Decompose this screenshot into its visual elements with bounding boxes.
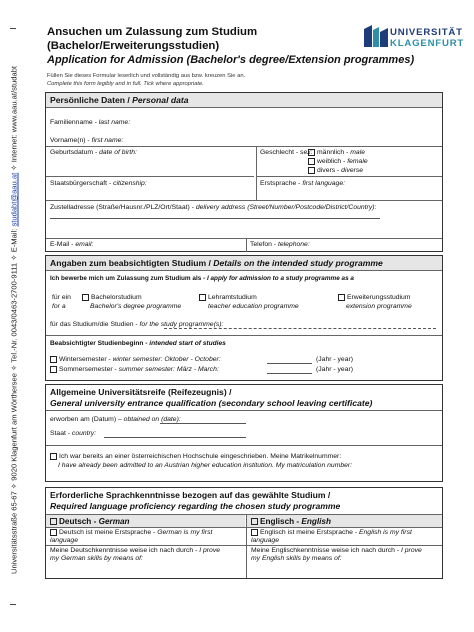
for-a-de: für ein bbox=[52, 294, 71, 301]
language-heading-en: Required language proficiency regarding the chosen study programme bbox=[50, 501, 341, 511]
country-label: Staat - country: bbox=[50, 430, 97, 437]
address-label: Zustelladresse (Straße/Hausnr./PLZ/Ort/Staat) - delivery address (Street/Number/Postcode/District/Country): bbox=[50, 204, 377, 211]
bachelor-checkbox[interactable] bbox=[82, 294, 89, 301]
personal-data-section bbox=[45, 92, 443, 252]
english-skills-en2: my English skills by means of: bbox=[251, 555, 342, 562]
university-logo bbox=[364, 25, 388, 52]
study-programme-section bbox=[45, 255, 443, 381]
entrance-heading-en: General university entrance qualification (secondary school leaving certificate) bbox=[50, 398, 373, 408]
dob-label: Geburtsdatum - date of birth: bbox=[50, 149, 137, 156]
sidebar-email-link[interactable]: studabt@aau.at bbox=[9, 172, 19, 227]
email-label: E-Mail - email: bbox=[50, 241, 94, 248]
first-name-label: Vorname(n) - first name: bbox=[50, 137, 124, 144]
summer-year-label: (Jahr - year) bbox=[316, 366, 354, 373]
instructions-de: Füllen Sie dieses Formular leserlich und vollständig aus bzw. kreuzen Sie an. bbox=[47, 73, 246, 79]
title-de-line1: Ansuchen um Zulassung zum Studium bbox=[47, 26, 258, 38]
extension-option[interactable]: Erweiterungsstudium bbox=[338, 293, 410, 302]
logo-mark-icon bbox=[364, 25, 388, 47]
divider bbox=[46, 445, 442, 446]
teacher-en: teacher education programme bbox=[208, 303, 299, 310]
english-skills-label: Meine Englischkenntnisse weise ich nach durch - I prove bbox=[251, 547, 422, 554]
sidebar-address: Universitätsstraße 65-67 ✧ 9020 Klagenfurt am Wörthersee ✧ Tel.-Nr. 0043/0463-2700-9111 ✧ E-Mail: bbox=[9, 226, 19, 575]
english-checkbox[interactable] bbox=[251, 518, 258, 525]
personal-data-heading bbox=[50, 95, 189, 106]
german-first-checkbox[interactable] bbox=[50, 529, 57, 536]
winter-option[interactable]: Wintersemester - winter semester: Oktober - October: bbox=[50, 355, 221, 364]
begin-label: Beabsichtigter Studienbeginn - intended start of studies bbox=[50, 340, 226, 347]
sidebar-contact bbox=[3, 40, 25, 600]
german-skills-label: Meine Deutschkenntnisse weise ich nach durch - I prove bbox=[50, 547, 221, 554]
summer-year-line[interactable] bbox=[267, 373, 312, 374]
fold-mark bbox=[10, 28, 16, 29]
title-de-line2: (Bachelor/Erweiterungsstudien) bbox=[47, 40, 220, 52]
programme-label: für das Studium/die Studien - for the study programme(s): bbox=[50, 321, 224, 328]
teacher-checkbox[interactable] bbox=[199, 294, 206, 301]
study-heading: Angaben zum beabsichtigten Studium / Details on the intended study programme bbox=[50, 258, 383, 268]
winter-year-line[interactable] bbox=[267, 363, 312, 364]
for-a-en: for a bbox=[52, 303, 66, 310]
winter-year-label: (Jahr - year) bbox=[316, 356, 354, 363]
entrance-qualification-section bbox=[45, 384, 443, 482]
german-first-option[interactable]: Deutsch ist meine Erstsprache - German is my first bbox=[50, 528, 212, 537]
divider bbox=[46, 200, 442, 201]
male-checkbox[interactable] bbox=[308, 149, 315, 156]
language-heading-de: Erforderliche Sprachkenntnisse bezogen auf das gewählte Studium / bbox=[50, 490, 331, 500]
instructions-en: Complete this form legibly and in full. Tick where appropriate. bbox=[47, 81, 204, 87]
fold-mark bbox=[10, 604, 16, 605]
divider bbox=[46, 270, 442, 271]
gender-diverse-option[interactable]: divers - diverse bbox=[308, 166, 363, 175]
english-first-en2: language bbox=[251, 537, 279, 544]
german-first-en2: language bbox=[50, 537, 78, 544]
column-divider bbox=[256, 146, 257, 200]
bachelor-en: Bachelor's degree programme bbox=[90, 303, 182, 310]
prior-enrolment-checkbox[interactable] bbox=[50, 453, 57, 460]
country-input-line[interactable] bbox=[104, 437, 246, 438]
german-skills-en2: my German skills by means of: bbox=[50, 555, 143, 562]
sidebar-web: ✧ Internet: www.aau.at/studabt bbox=[9, 65, 19, 173]
title-en: Application for Admission (Bachelor's degree/Extension programmes) bbox=[47, 54, 415, 66]
english-option[interactable]: Englisch - English bbox=[251, 516, 331, 527]
obtained-input-line[interactable] bbox=[160, 423, 246, 424]
apply-label: Ich bewerbe mich um Zulassung zum Studium als - I apply for admission to a study programme as a bbox=[50, 275, 354, 282]
divider bbox=[256, 176, 442, 177]
first-language-label: Erstsprache - first language: bbox=[260, 180, 346, 187]
heading-en: Personal data bbox=[132, 95, 189, 105]
divider bbox=[46, 146, 442, 147]
german-option[interactable]: Deutsch - German bbox=[50, 516, 130, 527]
entrance-heading-de: Allgemeine Universitätsreife (Reifezeugnis) / bbox=[50, 387, 232, 397]
citizenship-label: Staatsbürgerschaft - citizenship: bbox=[50, 180, 147, 187]
gender-label: Geschlecht - sex: bbox=[260, 149, 313, 156]
sidebar-contact-text bbox=[10, 66, 19, 574]
winter-checkbox[interactable] bbox=[50, 356, 57, 363]
divider bbox=[46, 410, 442, 411]
bachelor-option[interactable]: Bachelorstudium bbox=[82, 293, 142, 302]
summer-option[interactable]: Sommersemester - summer semester: März - March: bbox=[50, 365, 219, 374]
german-checkbox[interactable] bbox=[50, 518, 57, 525]
logo-line2: KLAGENFURT bbox=[390, 38, 465, 49]
programme-input-line[interactable] bbox=[164, 328, 436, 329]
english-first-checkbox[interactable] bbox=[251, 529, 258, 536]
family-name-label: Familienname - last name: bbox=[50, 119, 131, 126]
heading-de: Persönliche Daten / bbox=[50, 95, 133, 105]
diverse-checkbox[interactable] bbox=[308, 167, 315, 174]
obtained-label: erworben am (Datum) – obtained on (date): bbox=[50, 416, 181, 423]
logo-line1: UNIVERSITÄT bbox=[390, 27, 463, 38]
extension-en: extension programme bbox=[346, 303, 412, 310]
divider bbox=[46, 107, 442, 108]
address-line[interactable] bbox=[50, 218, 380, 219]
language-section bbox=[45, 487, 443, 579]
divider bbox=[46, 238, 442, 239]
gender-female-option[interactable]: weiblich - female bbox=[308, 157, 368, 166]
female-checkbox[interactable] bbox=[308, 158, 315, 165]
phone-label: Telefon - telephone: bbox=[250, 241, 310, 248]
divider bbox=[46, 335, 442, 336]
teacher-option[interactable]: Lehramtstudium bbox=[199, 293, 257, 302]
extension-checkbox[interactable] bbox=[338, 294, 345, 301]
english-first-option[interactable]: Englisch ist meine Erstsprache - English is my first bbox=[251, 528, 412, 537]
prior-enrolment-en: I have already been admitted to an Austrian higher education institution. My matriculation number: bbox=[58, 462, 353, 469]
divider bbox=[46, 176, 254, 177]
column-divider bbox=[246, 238, 247, 252]
gender-male-option[interactable]: männlich - male bbox=[308, 148, 365, 157]
prior-enrolment-option[interactable]: Ich war bereits an einer österreichischen Hochschule eingeschrieben. Meine Matrikelnummer: bbox=[50, 452, 341, 461]
summer-checkbox[interactable] bbox=[50, 366, 57, 373]
